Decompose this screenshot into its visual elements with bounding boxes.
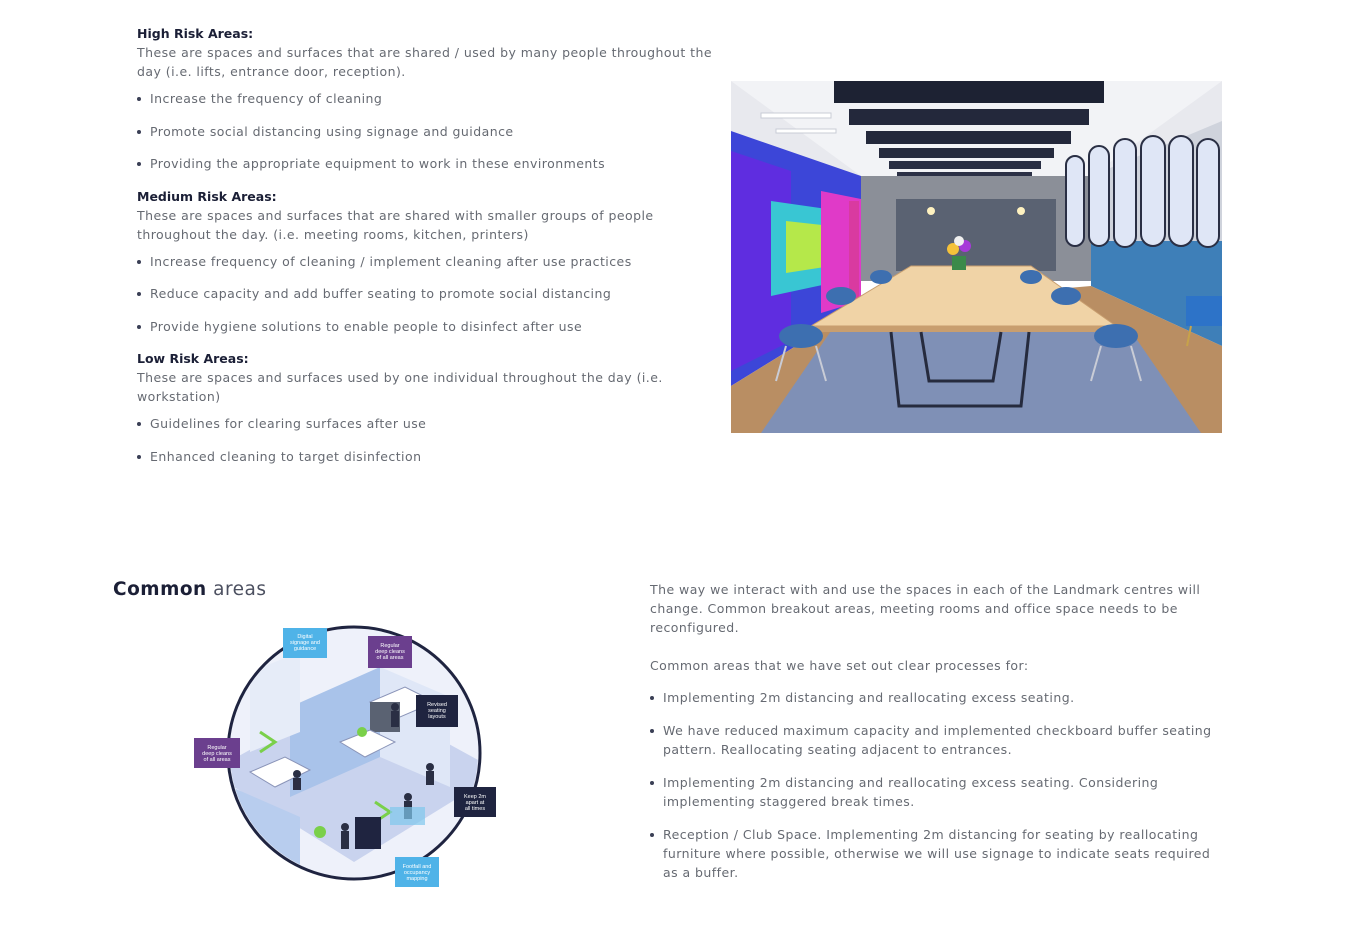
list-item: Increase frequency of cleaning / implement cleaning after use practices	[137, 252, 717, 271]
common-intro: The way we interact with and use the spaces in each of the Landmark centres will change. Common breakout areas, meeting rooms and office space needs to be reconfigured.	[650, 582, 1201, 635]
common-areas-text	[650, 580, 1215, 896]
risk-bullet-list	[137, 252, 717, 336]
list-item: Promote social distancing using signage and guidance	[137, 122, 717, 141]
list-item: Reception / Club Space. Implementing 2m distancing for seating by reallocating furniture where possible, otherwise we will use signage to indicate seats required as a buffer.	[650, 825, 1215, 882]
list-item: Implementing 2m distancing and reallocating excess seating.	[650, 688, 1215, 707]
risk-heading: Low Risk Areas:	[137, 351, 249, 366]
callout-text: Revised	[427, 702, 447, 708]
callout-text: Regular	[380, 643, 400, 649]
risk-areas-section	[137, 24, 717, 479]
list-item: Guidelines for clearing surfaces after use	[137, 414, 717, 433]
callout-text: all times	[464, 806, 486, 812]
risk-bullet-list	[137, 89, 717, 173]
low-risk-block	[137, 349, 717, 466]
callout-text: Footfall and	[402, 864, 432, 870]
title-strong: Common	[113, 579, 207, 600]
callout-text: deep cleans	[375, 649, 405, 655]
callout-text: Keep 2m	[463, 794, 487, 800]
callout-text: apart at	[465, 800, 485, 806]
callout-text: layouts	[428, 714, 446, 720]
callout-signage	[283, 628, 327, 658]
common-bullet-list	[650, 688, 1215, 882]
list-item: Increase the frequency of cleaning	[137, 89, 717, 108]
callout-text: deep cleans	[202, 751, 232, 757]
common-areas-diagram	[190, 622, 502, 890]
high-risk-block	[137, 24, 717, 173]
risk-heading: High Risk Areas:	[137, 26, 254, 41]
callout-text: occupancy	[403, 870, 431, 876]
callout-deep-clean-left	[194, 738, 240, 768]
list-item: Providing the appropriate equipment to work in these environments	[137, 154, 717, 173]
risk-description: These are spaces and surfaces used by one individual throughout the day (i.e. workstation)	[137, 370, 663, 404]
medium-risk-block	[137, 187, 717, 336]
callout-text: mapping	[406, 876, 428, 882]
title-light: areas	[213, 579, 267, 600]
callout-text: seating	[428, 708, 446, 714]
risk-heading: Medium Risk Areas:	[137, 188, 277, 204]
callout-text: Digital	[297, 634, 313, 640]
callout-text: of all areas	[203, 757, 231, 763]
risk-bullet-list	[137, 414, 717, 466]
callout-keep-apart	[454, 787, 496, 817]
callout-deep-clean-top	[368, 636, 412, 668]
meeting-room-photo	[731, 81, 1222, 433]
callout-revised-seating	[416, 695, 458, 727]
common-intro-2: Common areas that we have set out clear processes for:	[650, 658, 1029, 673]
callout-text: Regular	[207, 745, 227, 751]
list-item: Provide hygiene solutions to enable people to disinfect after use	[137, 317, 717, 336]
common-areas-title	[113, 579, 267, 600]
callout-footfall	[395, 857, 439, 887]
risk-description: These are spaces and surfaces that are shared with smaller groups of people throughout the day. (i.e. meeting rooms, kitchen, printers)	[137, 207, 654, 242]
callout-text: of all areas	[376, 655, 404, 661]
list-item: Enhanced cleaning to target disinfection	[137, 447, 717, 466]
callout-text: signage and	[290, 640, 320, 646]
list-item: Reduce capacity and add buffer seating to promote social distancing	[137, 284, 717, 303]
list-item: Implementing 2m distancing and reallocating excess seating. Considering implementing staggered break times.	[650, 773, 1215, 811]
callout-text: guidance	[293, 646, 317, 652]
list-item: We have reduced maximum capacity and implemented checkboard buffer seating pattern. Reallocating seating adjacent to entrances.	[650, 721, 1215, 759]
risk-description: These are spaces and surfaces that are shared / used by many people throughout the day (i.e. lifts, entrance door, reception).	[137, 45, 713, 79]
